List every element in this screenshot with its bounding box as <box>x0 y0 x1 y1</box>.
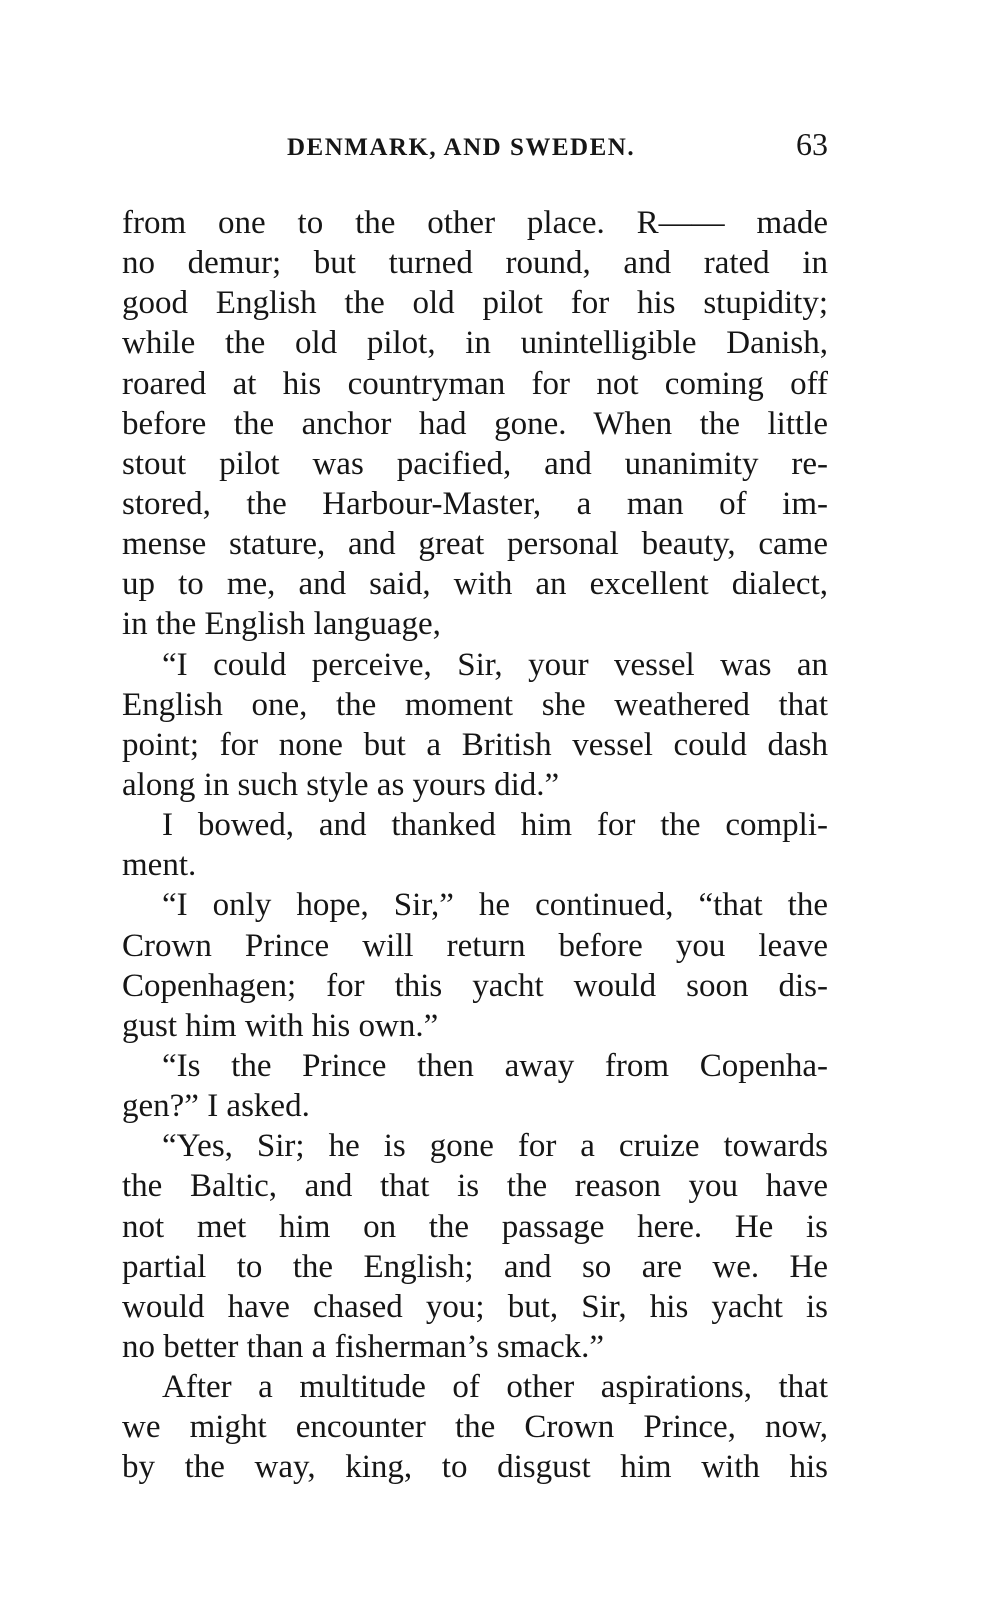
text-line: “I only hope, Sir,” he continued, “that the <box>162 887 828 924</box>
text-line: good English the old pilot for his stupidity; <box>122 285 828 322</box>
text-line: gust him with his own.” <box>122 1007 439 1044</box>
text-line: stored, the Harbour-Master, a man of im- <box>122 485 828 522</box>
text-line: not met him on the passage here. He is <box>122 1208 828 1245</box>
text-line: we might encounter the Crown Prince, now, <box>122 1409 828 1446</box>
text-line: point; for none but a British vessel could dash <box>122 726 828 763</box>
text-line: mense stature, and great personal beauty, came <box>122 526 828 563</box>
text-line: Copenhagen; for this yacht would soon dis- <box>122 967 828 1004</box>
text-line: gen?” I asked. <box>122 1088 310 1125</box>
text-line: while the old pilot, in unintelligible Danish, <box>122 325 828 362</box>
text-line: before the anchor had gone. When the little <box>122 405 828 442</box>
text-line: “Is the Prince then away from Copenha- <box>162 1047 828 1084</box>
text-line: “Yes, Sir; he is gone for a cruize towards <box>162 1128 828 1165</box>
text-line: I bowed, and thanked him for the compli- <box>162 807 828 844</box>
text-line: from one to the other place. R—— made <box>122 205 828 241</box>
text-line: partial to the English; and so are we. He <box>122 1248 828 1285</box>
text-line: “I could perceive, Sir, your vessel was an <box>162 646 828 683</box>
text-line: would have chased you; but, Sir, his yacht is <box>122 1288 828 1325</box>
text-line: no better than a fisherman’s smack.” <box>122 1328 604 1365</box>
page-header <box>122 128 828 168</box>
text-line: stout pilot was pacified, and unanimity re- <box>122 445 828 482</box>
text-line: ment. <box>122 847 197 884</box>
page-number: 63 <box>796 126 828 162</box>
text-line: in the English language, <box>122 606 441 643</box>
text-line: up to me, and said, with an excellent dialect, <box>122 566 828 603</box>
text-line: Crown Prince will return before you leave <box>122 927 828 964</box>
text-line: After a multitude of other aspirations, that <box>162 1369 828 1406</box>
text-line: the Baltic, and that is the reason you have <box>122 1168 828 1205</box>
text-line: roared at his countryman for not coming off <box>122 365 828 402</box>
body-text <box>122 203 828 1488</box>
text-line: by the way, king, to disgust him with his <box>122 1449 828 1486</box>
text-line: English one, the moment she weathered that <box>122 686 828 723</box>
text-line: along in such style as yours did.” <box>122 766 560 803</box>
text-line: no demur; but turned round, and rated in <box>122 245 828 282</box>
running-head: DENMARK, AND SWEDEN. <box>287 134 636 161</box>
